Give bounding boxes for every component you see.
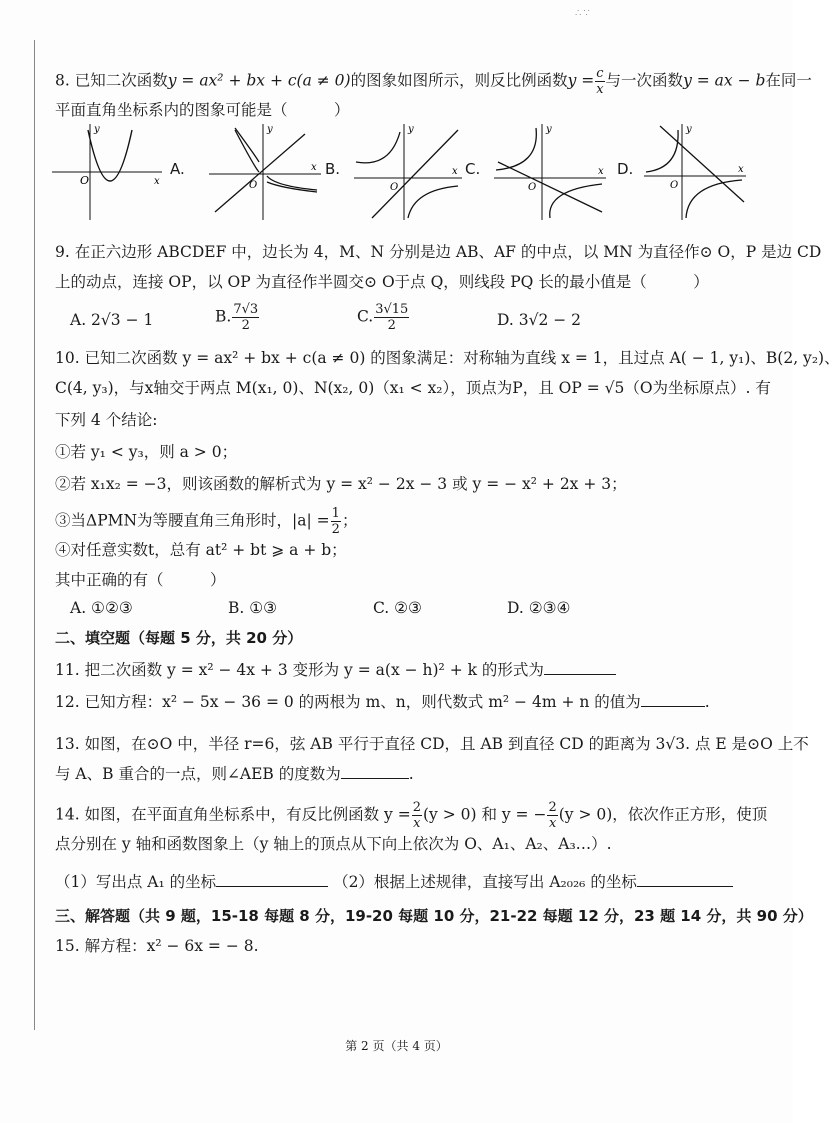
q11-text: 11. 把二次函数 y = x² − 4x + 3 变形为 y = a(x − h)² + k 的形式为 [55,661,544,679]
q14-part2: （2）根据上述规律，直接写出 A₂₀₂₆ 的坐标 [333,873,637,891]
c3-end: ； [341,511,358,530]
q8-inverse-lhs: y = [567,71,595,90]
q10-conclusion-4: ④对任意实数t，总有 at² + bt ⩾ a + b； [55,541,347,559]
q13-line1: 13. 如图，在⊙O 中，半径 r=6，弦 AB 平行于直径 CD，且 AB 到直径 CD 的距离为 3√3. 点 E 是⊙O 上不 [55,735,809,753]
q8-text-a: 8. 已知二次函数 [55,71,168,90]
q11-answer-blank[interactable] [544,660,616,675]
option-label: C. [357,307,374,326]
x-axis-label: x [154,176,160,187]
q15: 15. 解方程：x² − 6x = − 8. [55,937,259,955]
q12-answer-blank[interactable] [641,692,705,707]
x-axis-label: x [598,166,604,177]
section-3-heading: 三、解答题（共 9 题，15-18 每题 8 分，19-20 每题 10 分，21-22 每题 12 分，23 题 14 分，共 90 分） [55,907,813,925]
q8-graph-a [205,122,325,222]
q14-line2: 点分别在 y 轴和函数图象上（y 轴上的顶点从下向上依次为 O、A₁、A₂、A₃…）. [55,835,612,853]
q12-end: . [704,693,710,711]
q8-graph-d [640,122,750,222]
q8-text-d: 在同一 [765,71,812,90]
q10-line2: C(4, y₃)，与x轴交于两点 M(x₁, 0)、N(x₂, 0)（x₁ < x₂），顶点为P，且 OP = √5（O为坐标原点）. 有 [55,379,771,397]
q8-option-a[interactable]: A. [170,160,185,178]
page-footer: 第 2 页（共 4 页） [345,1039,448,1053]
q14-frac-1 [412,800,422,831]
q8-text-b: 的图象如图所示，则反比例函数 [350,71,568,90]
frac-den: 2 [387,318,396,333]
q13-end: . [408,765,414,783]
y-axis-label: y [686,124,692,135]
q8-graph-b [350,122,465,222]
y-axis-label: y [546,124,552,135]
y-axis-label: y [267,124,273,135]
q13-line2 [55,764,414,784]
y-axis-label: y [408,124,414,135]
q8-option-b[interactable]: B. [325,160,341,178]
q10-option-a[interactable]: A. ①②③ [70,599,133,617]
q12-text: 12. 已知方程：x² − 5x − 36 = 0 的两根为 m、n，则代数式 m² − 4m + n 的值为 [55,693,641,711]
corner-mark: ∴∵ [575,8,592,19]
q14-text-a: 14. 如图，在平面直角坐标系中，有反比例函数 y = [55,805,411,824]
section-2-heading: 二、填空题（每题 5 分，共 20 分） [55,629,303,647]
q13-answer-blank[interactable] [341,764,409,779]
x-axis-label: x [738,164,744,175]
q10-option-c[interactable]: C. ②③ [373,599,422,617]
frac-num: 1 [331,506,340,521]
frac-den: 2 [331,522,340,537]
q14-line1 [55,800,767,831]
q14-line3 [55,872,733,892]
q8-linear: y = ax − b [683,71,766,90]
q14-part1-blank[interactable] [216,872,328,887]
q8-line1 [55,66,812,97]
q9-b-frac [232,302,259,333]
q8-text-c: 与一次函数 [605,71,684,90]
q9-option-d[interactable]: D. 3√2 − 2 [497,311,582,329]
origin-label: O [249,180,258,191]
q14-part2-blank[interactable] [637,872,733,887]
q8-parabola-graph [50,122,165,222]
q9-option-c[interactable] [357,302,410,333]
q10-conclusion-2: ②若 x₁x₂ = −3，则该函数的解析式为 y = x² − 2x − 3 或 y = − x² + 2x + 3； [55,475,627,493]
frac-den: x [548,816,557,831]
q10-ask: 其中正确的有（ ） [55,571,226,589]
frac-num: 3√15 [375,302,409,317]
q9-line2: 上的动点，连接 OP，以 OP 为直径作半圆交⊙ O于点 Q，则线段 PQ 长的最小值是（ ） [55,273,709,291]
q8-line2: 平面直角坐标系内的图象可能是（ ） [55,101,350,119]
q10-option-d[interactable]: D. ②③④ [507,599,571,617]
q9-line1: 9. 在正六边形 ABCDEF 中，边长为 4，M、N 分别是边 AB、AF 的中点，以 MN 为直径作⊙ O，P 是边 CD [55,243,822,261]
q14-frac-2 [547,800,557,831]
origin-label: O [670,180,679,191]
q10-line1: 10. 已知二次函数 y = ax² + bx + c(a ≠ 0) 的图象满足：对称轴为直线 x = 1，且过点 A( − 1, y₁)、B(2, y₂)、 [55,349,840,367]
y-axis-label: y [94,124,100,135]
q9-option-a[interactable]: A. 2√3 − 1 [70,311,154,329]
origin-label: O [80,174,90,187]
q9-c-frac [374,302,409,333]
frac-num: 2 [548,800,557,815]
origin-label: O [528,182,537,193]
q14-text-c: (y > 0)，依次作正方形，使顶 [558,805,768,824]
q8-option-c[interactable]: C. [465,160,481,178]
q14-text-b: (y > 0) 和 y = − [422,805,547,824]
q10-conclusion-1: ①若 y₁ < y₃，则 a > 0； [55,443,238,461]
q10-option-b[interactable]: B. ①③ [228,599,278,617]
q12 [55,692,710,712]
origin-label: O [390,182,399,193]
x-axis-label: x [311,162,317,173]
frac-num: 7√3 [233,302,259,317]
q14-part1: （1）写出点 A₁ 的坐标 [55,873,217,891]
frac-den: 2 [241,318,250,333]
q8-quadratic: y = ax² + bx + c(a ≠ 0) [167,71,351,90]
frac-den: x [413,816,421,831]
q8-graph-c [490,122,610,222]
q11 [55,660,616,680]
q13-text: 与 A、B 重合的一点，则∠AEB 的度数为 [55,765,341,783]
frac-num: c [596,66,604,81]
option-label: B. [215,307,232,326]
c3-frac [331,506,341,537]
q10-conclusion-3 [55,506,357,537]
q8-option-d[interactable]: D. [617,160,634,178]
c3-text: ③当ΔPMN为等腰直角三角形时，|a| = [55,511,330,530]
q9-option-b[interactable] [215,302,260,333]
frac-num: 2 [412,800,421,815]
x-axis-label: x [452,166,458,177]
q8-inverse-frac [595,66,604,97]
frac-den: x [596,82,604,97]
q10-line3: 下列 4 个结论: [55,411,158,429]
margin-line [34,40,35,1030]
